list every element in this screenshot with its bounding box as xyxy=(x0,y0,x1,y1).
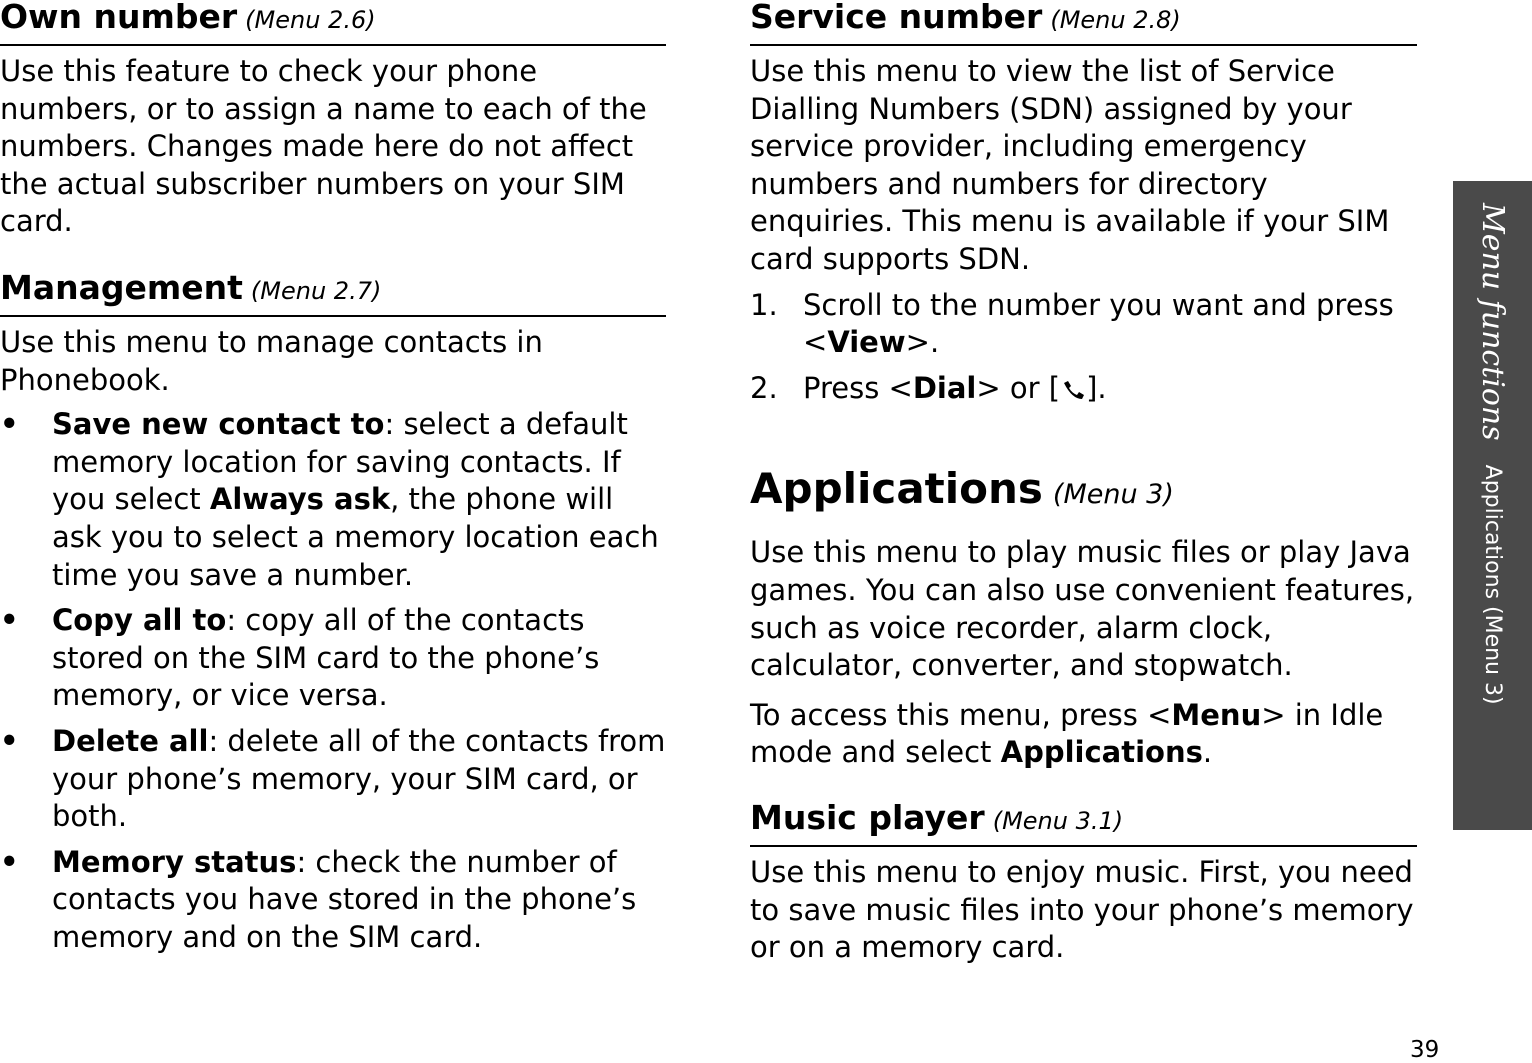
side-tab-label xyxy=(1453,181,1532,830)
soft-key-label: Menu xyxy=(1171,697,1262,732)
step-item xyxy=(750,370,1417,408)
applications-title: Applications xyxy=(750,464,1043,514)
option-desc: : delete all of the contacts from your phone’s memory, your SIM card, or both. xyxy=(52,723,666,834)
soft-key-label: Dial xyxy=(912,370,977,405)
side-tab-section: Applications (Menu 3) xyxy=(1480,464,1505,705)
list-item xyxy=(0,602,666,715)
option-desc: : copy all of the contacts stored on the SIM card to the phone’s memory, or vice versa. xyxy=(52,603,600,713)
management-heading xyxy=(0,268,666,317)
service-number-steps xyxy=(750,287,1417,408)
service-number-body: Use this menu to view the list of Service Dialling Numbers (SDN) assigned by your service provider, including emergency numbers and numbers for directory enquiries. This menu is available if your SIM card supports SDN. xyxy=(750,54,1390,276)
page-number: 39 xyxy=(1410,1037,1440,1063)
management-menu-ref: (Menu 2.7) xyxy=(250,276,382,305)
soft-key-label: View xyxy=(827,325,906,360)
management-title: Management xyxy=(0,267,243,307)
access-text: To access this menu, press < xyxy=(750,697,1172,732)
option-term: Copy all to xyxy=(52,603,227,638)
list-item xyxy=(0,406,666,594)
service-number-heading xyxy=(750,0,1417,46)
service-number-title: Service number xyxy=(750,0,1043,36)
option-desc: : select a default memory location for saving contacts. If you select xyxy=(52,407,628,517)
management-options-list xyxy=(0,406,666,956)
access-text: . xyxy=(1202,735,1213,770)
service-number-menu-ref: (Menu 2.8) xyxy=(1050,6,1181,34)
left-column xyxy=(0,0,666,956)
option-term: Save new contact to xyxy=(52,407,385,442)
call-key-icon xyxy=(1060,377,1086,401)
applications-menu-ref: (Menu 3) xyxy=(1052,479,1174,511)
step-item xyxy=(750,287,1417,362)
music-player-title: Music player xyxy=(750,797,985,837)
own-number-heading xyxy=(0,0,666,46)
applications-body: Use this menu to play music files or play Java games. You can also use convenient features, such as voice recorder, alarm clock, calculator, converter, and stopwatch. xyxy=(750,535,1415,683)
applications-access-instructions xyxy=(750,697,1417,772)
step-text: > or [ xyxy=(976,370,1061,405)
own-number-title: Own number xyxy=(0,0,238,36)
step-text: Scroll to the number you want and press < xyxy=(803,287,1394,360)
step-text: >. xyxy=(905,325,940,360)
step-text: Press < xyxy=(803,370,913,405)
applications-heading xyxy=(750,465,1417,519)
own-number-body: Use this feature to check your phone numbers, or to assign a name to each of the numbers. Changes made here do not affect the actual subscriber numbers on your SIM card. xyxy=(0,54,647,239)
option-desc: , the phone will ask you to select a memory location each time you save a number. xyxy=(52,482,659,592)
music-player-heading xyxy=(750,798,1417,847)
music-player-menu-ref: (Menu 3.1) xyxy=(992,806,1124,835)
option-desc: : check the number of contacts you have stored in the phone’s memory and on the SIM card. xyxy=(52,844,637,954)
option-term: Memory status xyxy=(52,844,297,879)
chapter-side-tab xyxy=(1453,181,1532,830)
own-number-menu-ref: (Menu 2.6) xyxy=(245,6,376,34)
right-column xyxy=(750,0,1417,967)
menu-name: Applications xyxy=(1000,735,1203,770)
option-term-inline: Always ask xyxy=(209,482,391,517)
step-number: 2. xyxy=(750,370,778,405)
access-text: > in Idle mode and select xyxy=(750,697,1384,770)
music-player-body: Use this menu to enjoy music. First, you need to save music files into your phone’s memory or on a memory card. xyxy=(750,854,1414,965)
list-item xyxy=(0,723,666,836)
management-body: Use this menu to manage contacts in Phonebook. xyxy=(0,324,543,397)
step-number: 1. xyxy=(750,287,778,322)
step-text: ]. xyxy=(1086,370,1107,405)
list-item xyxy=(0,844,666,957)
option-term: Delete all xyxy=(52,723,209,758)
side-tab-chapter: Menu functions xyxy=(1475,203,1510,441)
